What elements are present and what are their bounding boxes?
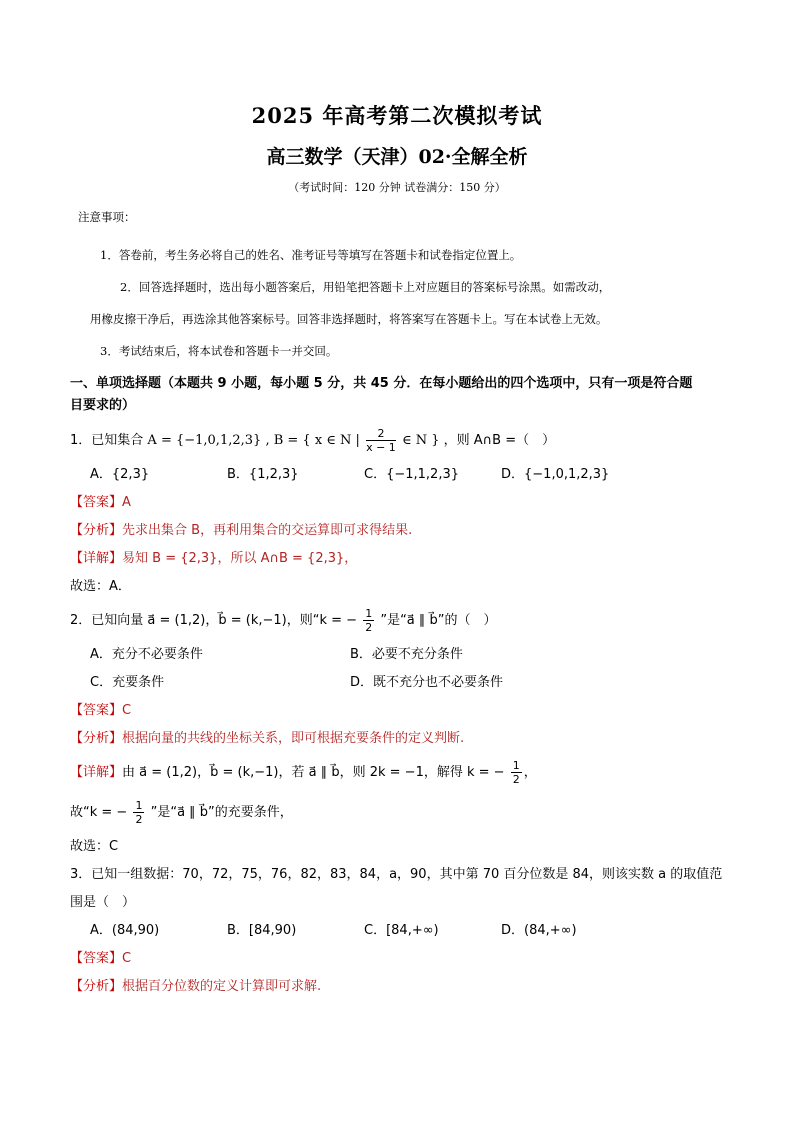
option-d: D．{−1,0,1,2,3} bbox=[501, 467, 610, 482]
fraction: $\frac{1}{2}$ bbox=[512, 759, 520, 786]
notice-item-2-line-2: 用橡皮擦干净后，再选涂其他答案标号。回答非选择题时，将答案写在答题卡上。写在本试卷上无效。 bbox=[90, 312, 608, 326]
fraction: $\frac{2}{x - 1}$ bbox=[366, 427, 396, 454]
page-subtitle: 高三数学（天津）02·全解全析 bbox=[266, 146, 528, 168]
set-b-head: , B = { x ∈ N | bbox=[265, 433, 360, 448]
section-heading-line-1: 一、单项选择题（本题共 9 小题，每小题 5 分，共 45 分．在每小题给出的四个选项中，只有一项是符合题 bbox=[70, 376, 693, 391]
question-2-analysis: 【分析】根据向量的共线的坐标关系，即可根据充要条件的定义判断. bbox=[70, 731, 465, 746]
question-3-answer: 【答案】C bbox=[70, 951, 132, 966]
option-d: D．既不充分也不必要条件 bbox=[350, 675, 504, 690]
exam-info: （考试时间：120 分钟 试卷满分：150 分） bbox=[288, 181, 506, 194]
question-1-options bbox=[70, 461, 724, 489]
option-c: C．充要条件 bbox=[90, 675, 165, 690]
question-1-analysis: 【分析】先求出集合 B，再利用集合的交运算即可求得结果. bbox=[70, 523, 413, 538]
option-a: A．{2,3} bbox=[90, 467, 150, 482]
question-2-choice: 故选：C bbox=[70, 839, 119, 854]
question-2-options-row-1 bbox=[70, 641, 724, 669]
option-c: C．[84,+∞) bbox=[364, 923, 439, 938]
question-1-detail: 【详解】易知 B = {2,3}，所以 A∩B = {2,3}， bbox=[70, 551, 358, 566]
option-b: B．必要不充分条件 bbox=[350, 647, 463, 662]
question-2-detail: 【详解】由 a⃗ = (1,2)，b⃗ = (k,−1)，若 a⃗ ∥ b⃗，则 2k = −1，解得 k = − $\frac{1}{2}$ ， bbox=[70, 759, 537, 786]
option-a: A．充分不必要条件 bbox=[90, 647, 203, 662]
notice-item-2-line-1: 2．回答选择题时，选出每小题答案后，用铅笔把答题卡上对应题目的答案标号涂黑。如需改动， bbox=[120, 280, 611, 294]
notice-item-3: 3．考试结束后，将本试卷和答题卡一并交回。 bbox=[100, 344, 338, 358]
question-2-answer: 【答案】C bbox=[70, 703, 132, 718]
option-d: D．(84,+∞) bbox=[501, 923, 577, 938]
question-1-choice: 故选：A． bbox=[70, 579, 131, 594]
fraction: $\frac{1}{2}$ bbox=[135, 799, 143, 826]
page-title: 2025 年高考第二次模拟考试 bbox=[251, 103, 543, 128]
section-heading bbox=[70, 373, 724, 417]
option-b: B．{1,2,3} bbox=[227, 467, 299, 482]
notice-item-1: 1．答卷前，考生务必将自己的姓名、准考证号等填写在答题卡和试卷指定位置上。 bbox=[100, 248, 522, 262]
question-2-options-row-2 bbox=[70, 669, 724, 697]
option-b: B．[84,90) bbox=[227, 923, 297, 938]
notice-heading: 注意事项： bbox=[78, 210, 136, 224]
question-3-options bbox=[70, 917, 724, 945]
question-2-conclusion: 故“k = − $\frac{1}{2}$ ”是“a⃗ ∥ b⃗”的充要条件， bbox=[70, 799, 293, 826]
question-3-stem: 3．已知一组数据：70，72，75，76，82，83，84，a，90，其中第 70 百分位数是 84，则该实数 a 的取值范 围是（ ） bbox=[70, 867, 723, 910]
set-b-tail: ∈ N } bbox=[401, 433, 440, 448]
set-a: A = {−1,0,1,2,3} bbox=[147, 433, 262, 448]
question-3-analysis: 【分析】根据百分位数的定义计算即可求解. bbox=[70, 979, 322, 994]
question-1-stem: 1．已知集合 A = {−1,0,1,2,3} , B = { x ∈ N | $\frac{2}{x - 1}$ ∈ N } ，则 A∩B =（ ） bbox=[70, 427, 556, 454]
question-2-stem: 2．已知向量 a⃗ = (1,2)，b⃗ = (k,−1)，则“k = − $\frac{1}{2}$ ”是“a⃗ ∥ b⃗”的（ ） bbox=[70, 607, 497, 634]
option-a: A．(84,90) bbox=[90, 923, 160, 938]
question-1-answer: 【答案】A bbox=[70, 495, 131, 510]
section-heading-line-2: 目要求的） bbox=[70, 398, 136, 413]
option-c: C．{−1,1,2,3} bbox=[364, 467, 459, 482]
fraction: $\frac{1}{2}$ bbox=[365, 607, 373, 634]
